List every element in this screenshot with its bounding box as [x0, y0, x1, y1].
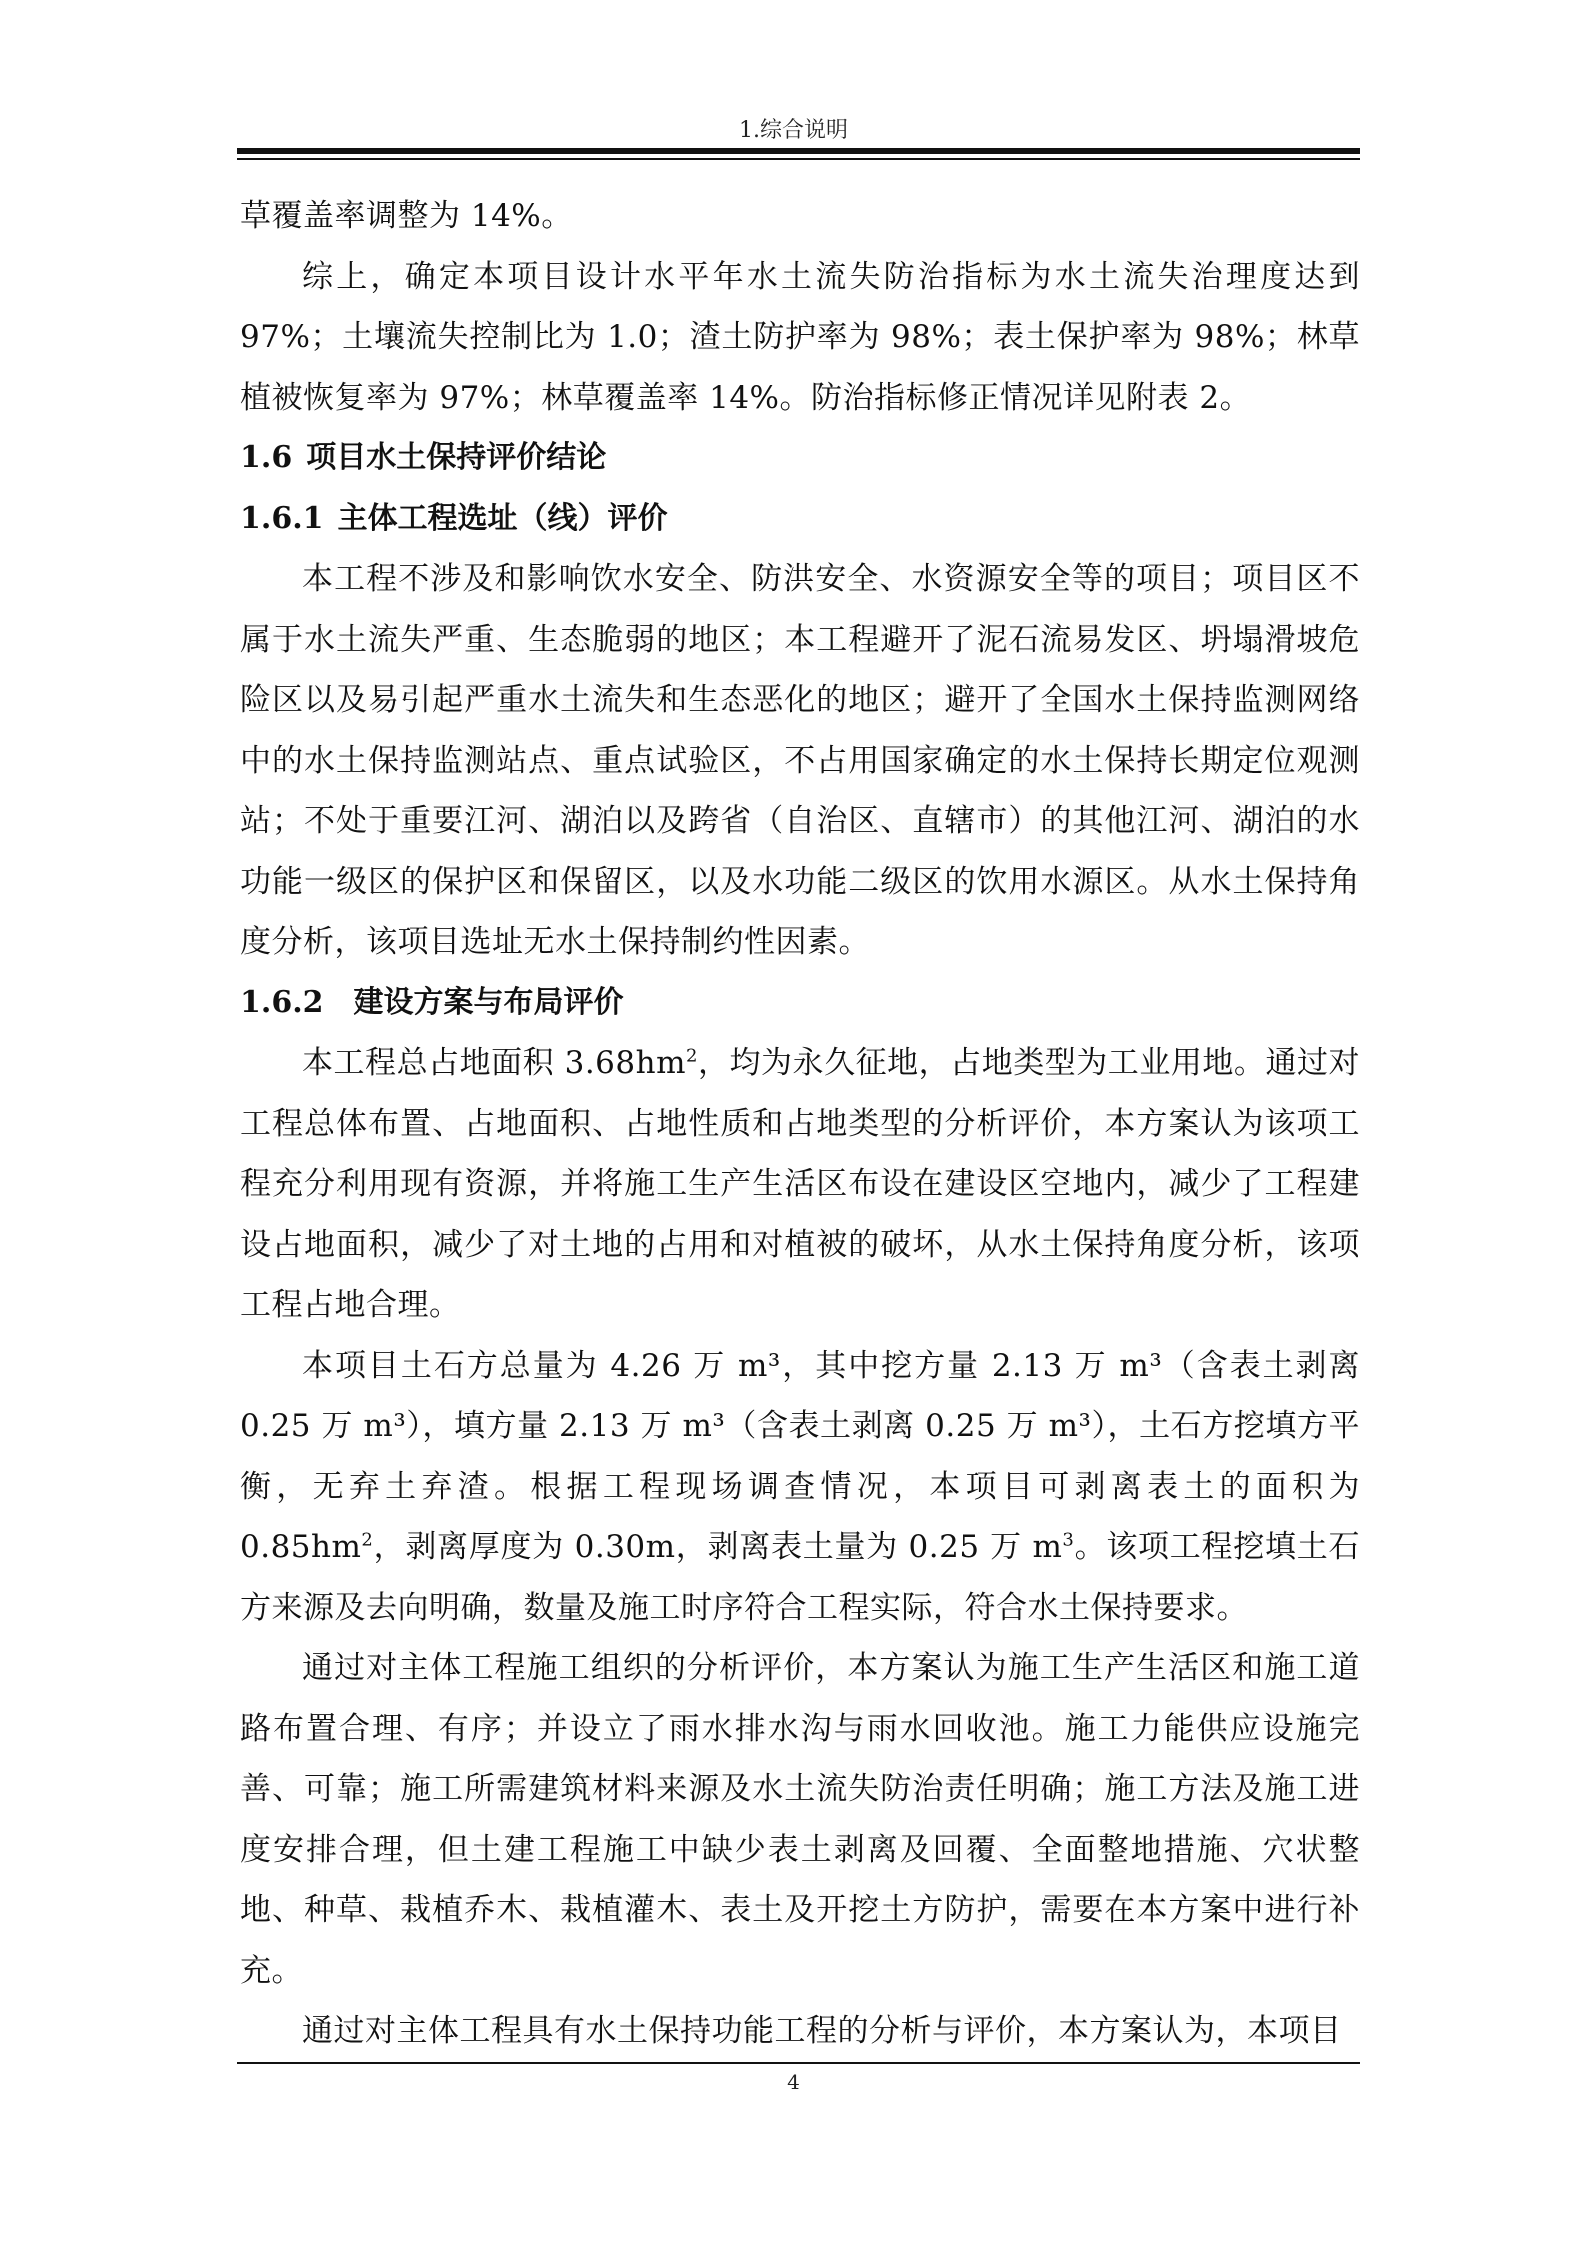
- page-number: 4: [787, 2070, 800, 2094]
- section-title: 建设方案与布局评价: [353, 984, 624, 1020]
- document-body: [240, 186, 1360, 2062]
- text-run: ，剥离厚度为 0.30m，剥离表土量为 0.25 万 m: [373, 1529, 1063, 1565]
- paragraph-4: [240, 1336, 1360, 1639]
- text-run: ，均为永久征地，占地类型为工业用地。通过对工程总体布置、占地面积、占地性质和占地类型的分析评价，本方案认为该项工程充分利用现有资源，并将施工生产生活区布设在建设区空地内，减少了工程建设占地面积，减少了对土地的占用和对植被的破坏，从水土保持角度分析，该项工程占地合理。: [240, 1045, 1360, 1323]
- section-title: 项目水土保持评价结论: [306, 440, 607, 475]
- paragraph-0: 草覆盖率调整为 14%。: [240, 198, 573, 234]
- section-number: 1.6: [240, 440, 293, 475]
- paragraph-1: 综上，确定本项目设计水平年水土流失防治指标为水土流失治理度达到 97%；土壤流失控制比为 1.0；渣土防护率为 98%；表土保护率为 98%；林草植被恢复率为 97%；林草覆盖率 14%。防治指标修正情况详见附表 2。: [240, 258, 1360, 416]
- paragraph-5: 通过对主体工程施工组织的分析评价，本方案认为施工生产生活区和施工道路布置合理、有序；并设立了雨水排水沟与雨水回收池。施工力能供应设施完善、可靠；施工所需建筑材料来源及水土流失防治责任明确；施工方法及施工进度安排合理，但土建工程施工中缺少表土剥离及回覆、全面整地措施、穴状整地、种草、栽植乔木、栽植灌木、表土及开挖土方防护，需要在本方案中进行补充。: [240, 1650, 1360, 1989]
- section-number: 1.6.2: [240, 984, 324, 1020]
- section-number: 1.6.1: [240, 500, 324, 536]
- text-run: 。该项工程挖填土石方来源及去向明确，数量及施工时序符合工程实际，符合水土保持要求。: [240, 1529, 1360, 1626]
- page-header-title: 1.综合说明: [739, 118, 848, 143]
- paragraph-2: 本工程不涉及和影响饮水安全、防洪安全、水资源安全等的项目；项目区不属于水土流失严重、生态脆弱的地区；本工程避开了泥石流易发区、坍塌滑坡危险区以及易引起严重水土流失和生态恶化的地区；避开了全国水土保持监测网络中的水土保持监测站点、重点试验区，不占用国家确定的水土保持长期定位观测站；不处于重要江河、湖泊以及跨省（自治区、直辖市）的其他江河、湖泊的水功能一级区的保护区和保留区，以及水功能二级区的饮用水源区。从水土保持角度分析，该项目选址无水土保持制约性因素。: [240, 561, 1360, 960]
- header-rule-thick: [237, 148, 1360, 154]
- superscript: 2: [361, 1529, 374, 1551]
- text-run: 本项目土石方总量为 4.26 万 m³，其中挖方量 2.13 万 m³（含表土剥离 0.25 万 m³），填方量 2.13 万 m³（含表土剥离 0.25 万 m³），土石方挖填方平衡，无弃土弃渣。根据工程现场调查情况，本项目可剥离表土的面积为 0.85hm: [240, 1347, 1360, 1565]
- text-run: 本工程总占地面积 3.68hm: [302, 1045, 686, 1081]
- superscript: 2: [685, 1045, 698, 1067]
- paragraph-3: [240, 1033, 1360, 1336]
- paragraph-6: 通过对主体工程具有水土保持功能工程的分析与评价，本方案认为，本项目: [302, 2013, 1342, 2049]
- section-title: 主体工程选址（线）评价: [337, 500, 668, 536]
- footer-rule: [237, 2062, 1360, 2064]
- section-heading-1-6-1: [240, 489, 1360, 550]
- section-heading-1-6: [240, 428, 1360, 489]
- section-heading-1-6-2: [240, 973, 1360, 1034]
- header-rule-thin: [237, 158, 1360, 160]
- superscript: 3: [1062, 1529, 1075, 1551]
